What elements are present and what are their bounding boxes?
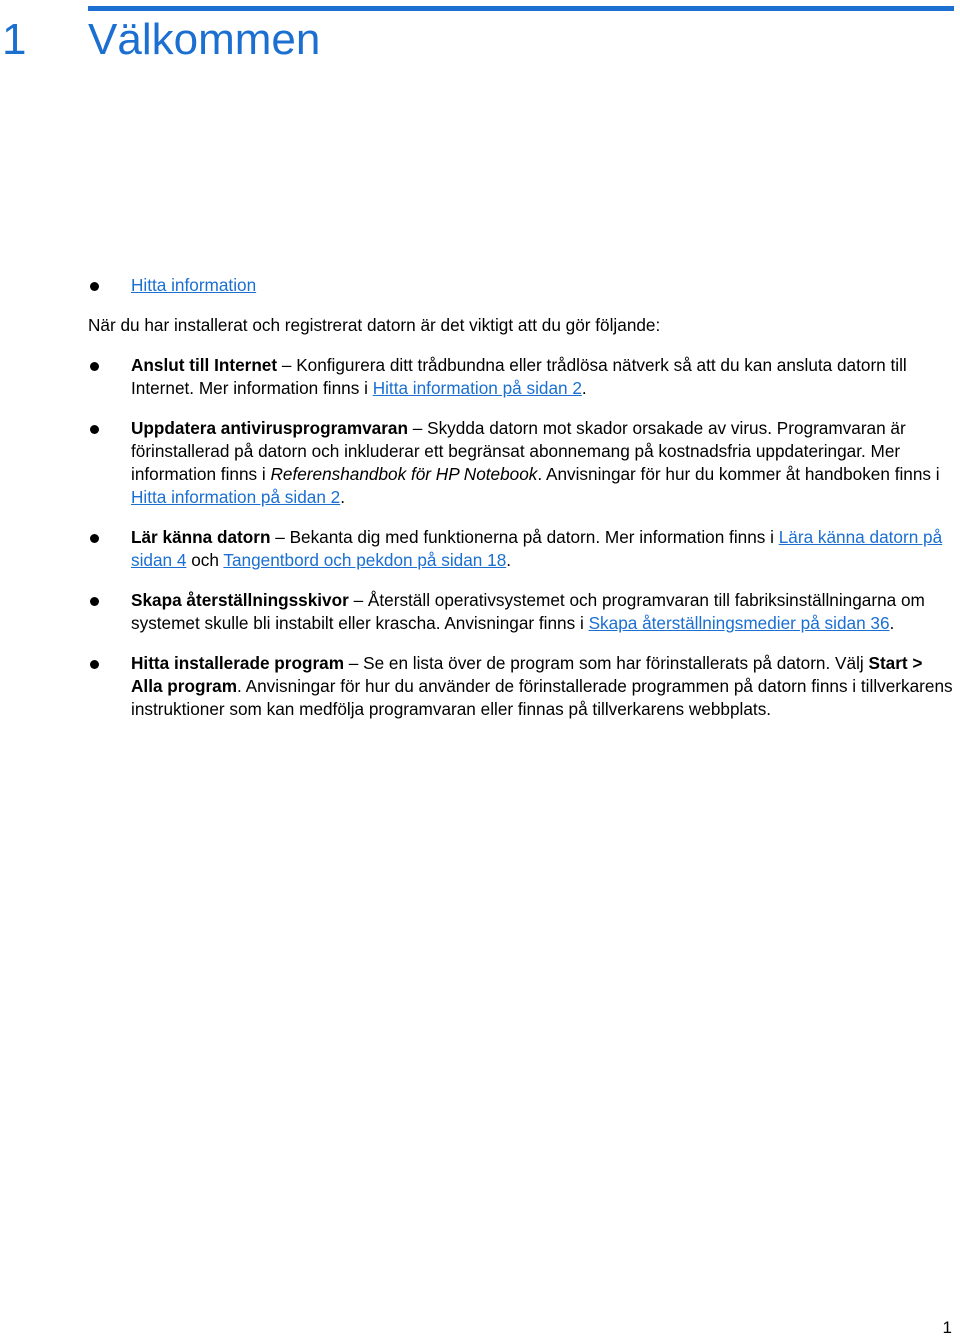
item-text: Se en lista över de program som har förinstallerats på datorn. Välj xyxy=(363,653,869,673)
bullet-icon xyxy=(90,597,99,606)
item-text: . Anvisningar för hur du kommer åt handboken finns i xyxy=(537,464,940,484)
list-item-lar-kanna-datorn xyxy=(88,526,958,572)
item-title: Anslut till Internet xyxy=(131,355,278,375)
link-hitta-information[interactable]: Hitta information på sidan 2 xyxy=(372,378,582,398)
bullet-icon xyxy=(90,425,99,434)
item-title: Lär känna datorn xyxy=(131,527,271,547)
item-dash: – xyxy=(277,355,297,375)
link-hitta-information[interactable]: Hitta information på sidan 2 xyxy=(131,487,341,507)
chapter-content xyxy=(88,274,958,738)
link-tangentbord-och-pekdon[interactable]: Tangentbord och pekdon på sidan 18 xyxy=(223,550,507,570)
reference-guide-title: Referenshandbok för HP Notebook xyxy=(270,464,538,484)
toc-link-hitta-information[interactable]: Hitta information xyxy=(131,275,257,295)
item-text: Bekanta dig med funktionerna på datorn. Mer information finns i xyxy=(289,527,779,547)
bullet-icon xyxy=(90,362,99,371)
task-list xyxy=(88,354,958,721)
item-text: Skydda datorn mot skador orsakade av virus. Programvaran är förinstallerad på datorn och inkluderar ett begränsat abonnemang på kostnadsfria uppdateringar. Mer information finns i xyxy=(131,418,906,484)
bullet-icon xyxy=(90,534,99,543)
item-text: . xyxy=(506,550,512,570)
list-item-hitta-installerade-program xyxy=(88,652,958,721)
list-item-anslut-till-internet xyxy=(88,354,958,400)
item-text: . xyxy=(340,487,346,507)
chapter-title: Välkommen xyxy=(88,15,321,64)
intro-paragraph: När du har installerat och registrerat datorn är det viktigt att du gör följande: xyxy=(88,315,661,335)
item-dash: – xyxy=(408,418,428,438)
item-dash: – xyxy=(344,653,364,673)
item-text: och xyxy=(186,550,224,570)
chapter-number: 1 xyxy=(2,15,27,64)
list-item-uppdatera-antivirus xyxy=(88,417,958,509)
item-text: Konfigurera ditt trådbundna eller trådlösa nätverk så att du kan ansluta datorn till Internet. Mer information finns i xyxy=(131,355,907,398)
bullet-icon xyxy=(90,660,99,669)
toc-item xyxy=(88,274,958,297)
link-skapa-aterstallningsmedier[interactable]: Skapa återställningsmedier på sidan 36 xyxy=(588,613,890,633)
start-menu-path: Start > Alla program xyxy=(131,653,923,696)
item-text: . xyxy=(581,378,587,398)
item-text: Återställ operativsystemet och programvaran till fabriksinställningarna om systemet skulle bli instabilt eller krascha. Anvisningar finns i xyxy=(131,590,925,633)
page-number: 1 xyxy=(942,1318,952,1337)
link-lara-kanna-datorn[interactable]: Lära känna datorn på sidan 4 xyxy=(131,527,943,570)
item-title: Hitta installerade program xyxy=(131,653,344,673)
list-item-skapa-aterstallningsskivor xyxy=(88,589,958,635)
chapter-top-rule xyxy=(88,6,954,11)
item-title: Skapa återställningsskivor xyxy=(131,590,349,610)
item-text: . xyxy=(889,613,895,633)
item-dash: – xyxy=(348,590,368,610)
item-text: . Anvisningar för hur du använder de förinstallerade programmen på datorn finns i tillverkarens instruktioner som kan medfölja programvaran eller finnas på tillverkarens webbplats. xyxy=(131,676,953,719)
bullet-icon xyxy=(90,282,99,291)
item-title: Uppdatera antivirusprogramvaran xyxy=(131,418,408,438)
item-dash: – xyxy=(270,527,290,547)
